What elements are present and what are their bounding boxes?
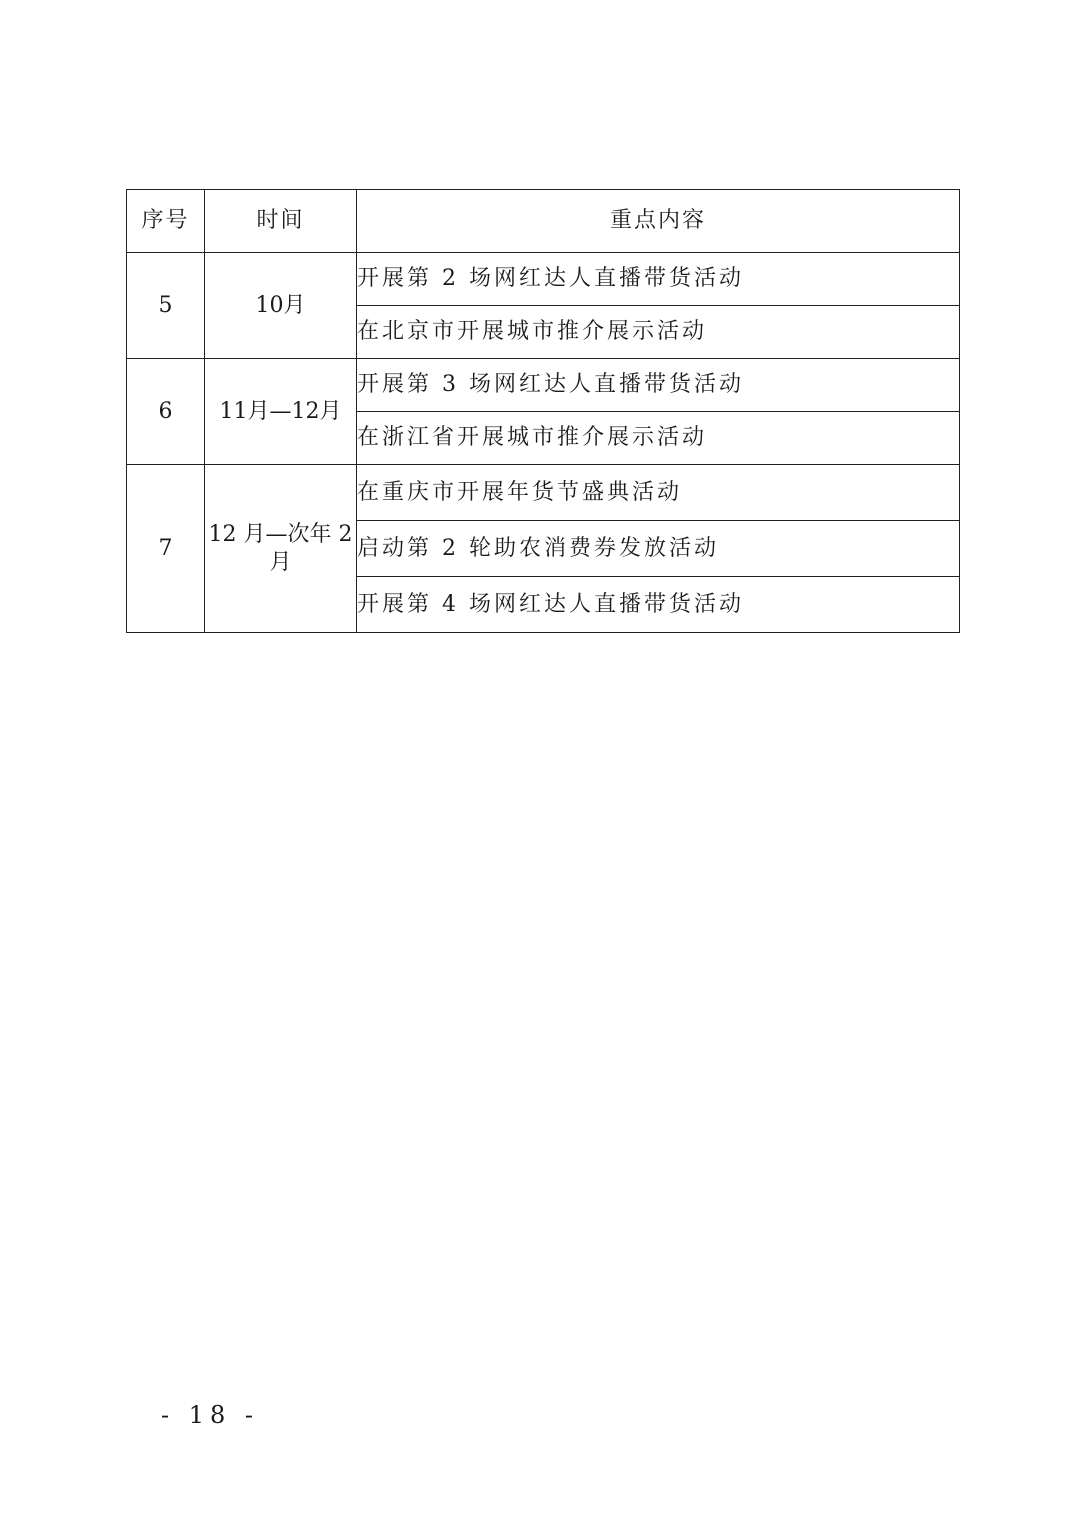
page-number: - 18 - (160, 1401, 259, 1429)
table-row (127, 359, 960, 412)
table-row (127, 253, 960, 306)
row-number-cell: 5 (127, 253, 205, 359)
row-number-cell: 7 (127, 465, 205, 633)
row-content-cell: 开展第 2 场网红达人直播带货活动 (357, 253, 960, 306)
row-time-cell: 10月 (205, 253, 357, 359)
activity-schedule-table (126, 189, 960, 633)
row-time-cell: 11月—12月 (205, 359, 357, 465)
row-content-cell: 启动第 2 轮助农消费券发放活动 (357, 521, 960, 577)
row-content-cell: 在北京市开展城市推介展示活动 (357, 306, 960, 359)
row-number-cell: 6 (127, 359, 205, 465)
table-row (127, 465, 960, 521)
row-content-cell: 在浙江省开展城市推介展示活动 (357, 412, 960, 465)
header-content: 重点内容 (357, 190, 960, 253)
header-time: 时间 (205, 190, 357, 253)
table-header-row (127, 190, 960, 253)
header-number: 序号 (127, 190, 205, 253)
row-time-cell: 12 月—次年 2 月 (205, 465, 357, 633)
row-content-cell: 开展第 4 场网红达人直播带货活动 (357, 577, 960, 633)
row-content-cell: 开展第 3 场网红达人直播带货活动 (357, 359, 960, 412)
row-content-cell: 在重庆市开展年货节盛典活动 (357, 465, 960, 521)
